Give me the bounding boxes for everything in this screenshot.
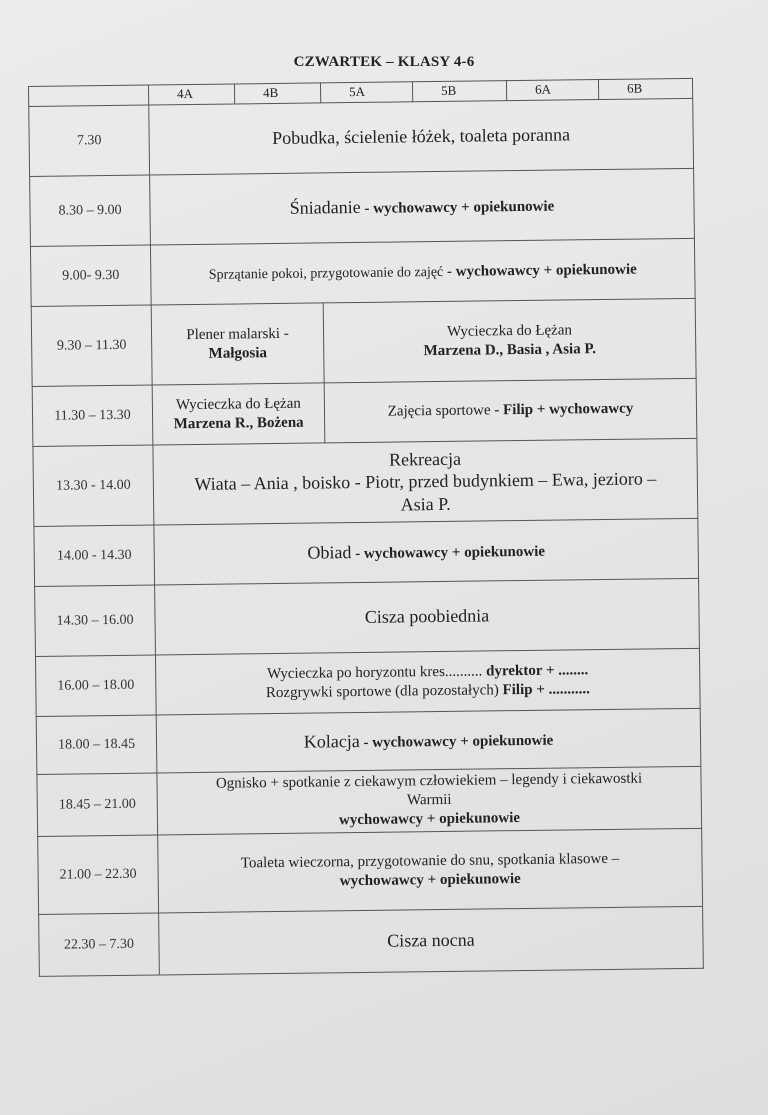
time-cell: 21.00 – 22.30	[38, 835, 159, 914]
activity-text: Ognisko + spotkanie z ciekawym człowiekiem – legendy i ciekawostki	[215, 770, 643, 793]
table-row	[33, 438, 698, 526]
table-row	[30, 238, 695, 306]
activity-text: Wiata – Ania , boisko - Piotr, przed budynkiem – Ewa, jezioro –	[194, 468, 657, 495]
activity-text: Asia P.	[400, 493, 451, 515]
activity-text: Sprzątanie pokoi, przygotowanie do zajęć	[208, 264, 444, 283]
activity-text: Wycieczka po horyzontu kres..........	[266, 663, 483, 682]
activity-cell	[149, 98, 694, 175]
time-cell: 14.00 - 14.30	[34, 525, 155, 586]
column-header: 5B	[412, 81, 506, 102]
time-cell: 16.00 – 18.00	[35, 655, 156, 716]
table-row	[39, 906, 704, 976]
staff-text: wychowawcy + opiekunowie	[338, 809, 521, 829]
table-row	[29, 98, 694, 176]
table-row	[30, 168, 695, 246]
activity-text: Toaleta wieczorna, przygotowanie do snu, spotkania klasowe –	[240, 850, 620, 872]
activity-text: Plener malarski -	[186, 325, 289, 343]
column-header: 6B	[598, 78, 692, 99]
activity-text: Rozgrywki sportowe (dla pozostałych)	[265, 681, 499, 701]
activity-text: Pobudka, ścielenie łóżek, toaleta poranna	[272, 124, 571, 149]
column-header: 4B	[234, 83, 320, 104]
time-cell: 9.00- 9.30	[30, 245, 151, 306]
activity-text: Wycieczka do Łężan	[175, 395, 301, 413]
table-row	[31, 298, 696, 386]
activity-text: Wycieczka do Łężan	[446, 322, 573, 340]
activity-text: Cisza poobiednia	[364, 605, 490, 628]
table-row	[35, 648, 700, 716]
table-row	[32, 378, 697, 446]
time-cell: 7.30	[29, 105, 150, 176]
activity-text: Obiad	[307, 542, 352, 563]
activity-cell-left	[152, 383, 325, 445]
staff-text: Filip + ...........	[498, 680, 590, 698]
staff-text: - Filip + wychowawcy	[490, 400, 634, 419]
activity-text: Zajęcia sportowe	[387, 402, 491, 420]
activity-cell	[155, 578, 700, 655]
activity-cell-right	[324, 378, 697, 443]
column-header: 4A	[148, 84, 234, 105]
staff-text: - wychowawcy + opiekunowie	[443, 261, 637, 280]
activity-text: Warmii	[406, 792, 452, 809]
table-row	[34, 518, 699, 586]
activity-cell	[158, 828, 703, 913]
activity-cell	[157, 766, 702, 835]
time-cell: 8.30 – 9.00	[30, 175, 151, 246]
time-cell: 9.30 – 11.30	[31, 305, 152, 386]
activity-text: Kolacja	[303, 730, 360, 752]
activity-cell	[150, 168, 695, 245]
activity-cell-left	[151, 303, 324, 385]
staff-text: - wychowawcy + opiekunowie	[359, 732, 554, 751]
table-row	[38, 828, 703, 914]
activity-text: Śniadanie	[289, 196, 361, 218]
column-header: 5A	[320, 82, 412, 103]
staff-text: Marzena R., Bożena	[173, 414, 304, 432]
staff-text: Marzena D., Basia , Asia P.	[423, 340, 597, 359]
activity-cell	[153, 438, 698, 525]
activity-cell-right	[323, 298, 696, 383]
time-cell: 14.30 – 16.00	[35, 585, 156, 656]
table-row	[35, 578, 700, 656]
staff-text: - wychowawcy + opiekunowie	[351, 543, 546, 563]
staff-text: wychowawcy + opiekunowie	[339, 870, 521, 889]
time-cell: 18.45 – 21.00	[37, 773, 158, 836]
activity-cell	[159, 906, 704, 975]
time-cell: 11.30 – 13.30	[32, 385, 153, 446]
activity-cell	[154, 518, 699, 585]
table-row	[36, 708, 701, 774]
table-row	[37, 766, 702, 836]
activity-cell	[156, 708, 701, 773]
time-cell: 18.00 – 18.45	[36, 715, 157, 774]
header-corner	[29, 85, 149, 106]
staff-text: - wychowawcy + opiekunowie	[360, 198, 555, 217]
page-title: CZWARTEK – KLASY 4-6	[293, 54, 475, 70]
schedule-table	[28, 78, 704, 977]
staff-text: dyrektor + ........	[482, 661, 589, 680]
activity-text: Cisza nocna	[387, 929, 475, 951]
column-header: 6A	[506, 80, 598, 101]
activity-cell	[150, 238, 695, 305]
activity-text: Rekreacja	[388, 448, 462, 470]
activity-cell	[155, 648, 700, 715]
time-cell: 22.30 – 7.30	[39, 913, 160, 976]
staff-text: Małgosia	[208, 344, 268, 362]
time-cell: 13.30 - 14.00	[33, 445, 154, 526]
schedule-sheet	[28, 78, 704, 977]
